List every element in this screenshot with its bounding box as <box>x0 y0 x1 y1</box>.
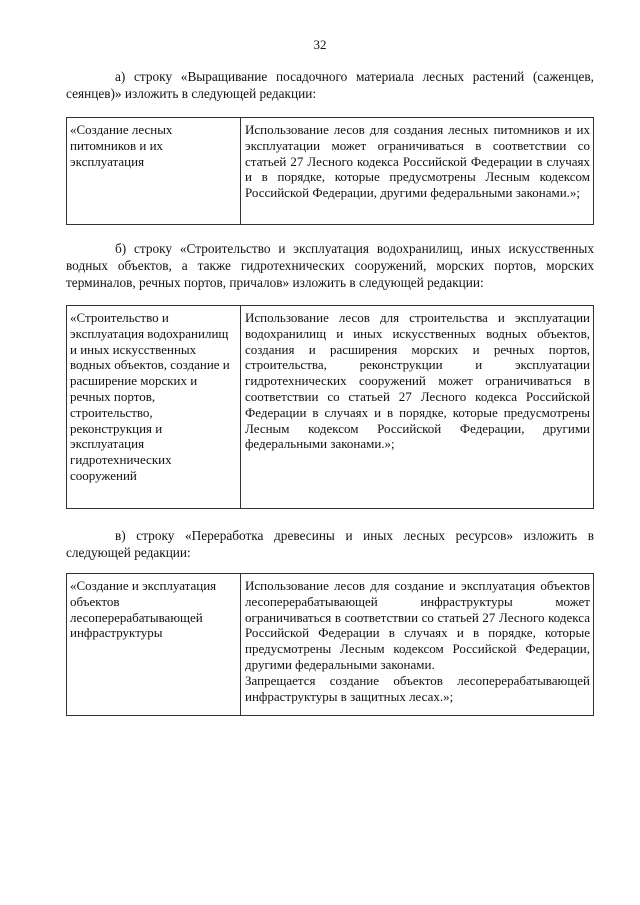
section-a-left-cell: «Создание лесных питомников и их эксплуатация <box>67 118 241 225</box>
section-c-right-text-2: Запрещается создание объектов лесоперерабатывающей инфраструктуры в защитных лесах.»; <box>245 672 590 704</box>
section-b-right-cell <box>241 306 594 509</box>
section-c-table <box>66 573 594 716</box>
section-b-intro: б) строку «Строительство и эксплуатация водохранилищ, иных искусственных водных объектов, а также гидротехнических сооружений, морских портов, морских терминалов, речных портов, причалов» изложить в следующей редакции: <box>66 241 594 290</box>
section-c-right-text-1: Использование лесов для создание и эксплуатация объектов лесоперерабатывающей инфраструктуры может ограничиваться в соответствии со статьей 27 Лесного кодекса Российской Федерации в случаях и в порядке, которые предусмотрены Лесным кодексом Российской Федерации, другими федеральными законами. <box>245 578 590 672</box>
section-c-right-cell <box>241 574 594 716</box>
table-row <box>67 118 594 225</box>
section-a-right-cell <box>241 118 594 225</box>
table-row <box>67 306 594 509</box>
page-number: 32 <box>313 37 327 52</box>
section-a-intro: а) строку «Выращивание посадочного материала лесных растений (саженцев, сеянцев)» изложить в следующей редакции: <box>66 69 594 101</box>
section-b-right-text: Использование лесов для строительства и эксплуатации водохранилищ и иных искусственных водных объектов, создания и расширения морских и речных портов, строительства, реконструкции и эксплуатации гидротехнических сооружений может ограничиваться в соответствии со статьей 27 Лесного кодекса Российской Федерации в случаях и в порядке, которые предусмотрены Лесным кодексом Российской Федерации, другими федеральными законами.»; <box>245 310 590 452</box>
table-row <box>67 574 594 716</box>
section-c-left-cell: «Создание и эксплуатация объектов лесоперерабатывающей инфраструктуры <box>67 574 241 716</box>
section-a-right-text: Использование лесов для создания лесных питомников и их эксплуатации может ограничиваться в соответствии со статьей 27 Лесного кодекса Российской Федерации в случаях и в порядке, которые предусмотрены Лесным кодексом Российской Федерации, другими федеральными законами.»; <box>245 122 590 201</box>
section-c-intro: в) строку «Переработка древесины и иных лесных ресурсов» изложить в следующей редакции: <box>66 528 594 560</box>
section-b-table <box>66 305 594 509</box>
section-a-table <box>66 117 594 225</box>
section-b-left-cell: «Строительство и эксплуатация водохранилищ и иных искусственных водных объектов, создание и расширение морских и речных портов, строительство, реконструкция и эксплуатация гидротехнических сооружений <box>67 306 241 509</box>
